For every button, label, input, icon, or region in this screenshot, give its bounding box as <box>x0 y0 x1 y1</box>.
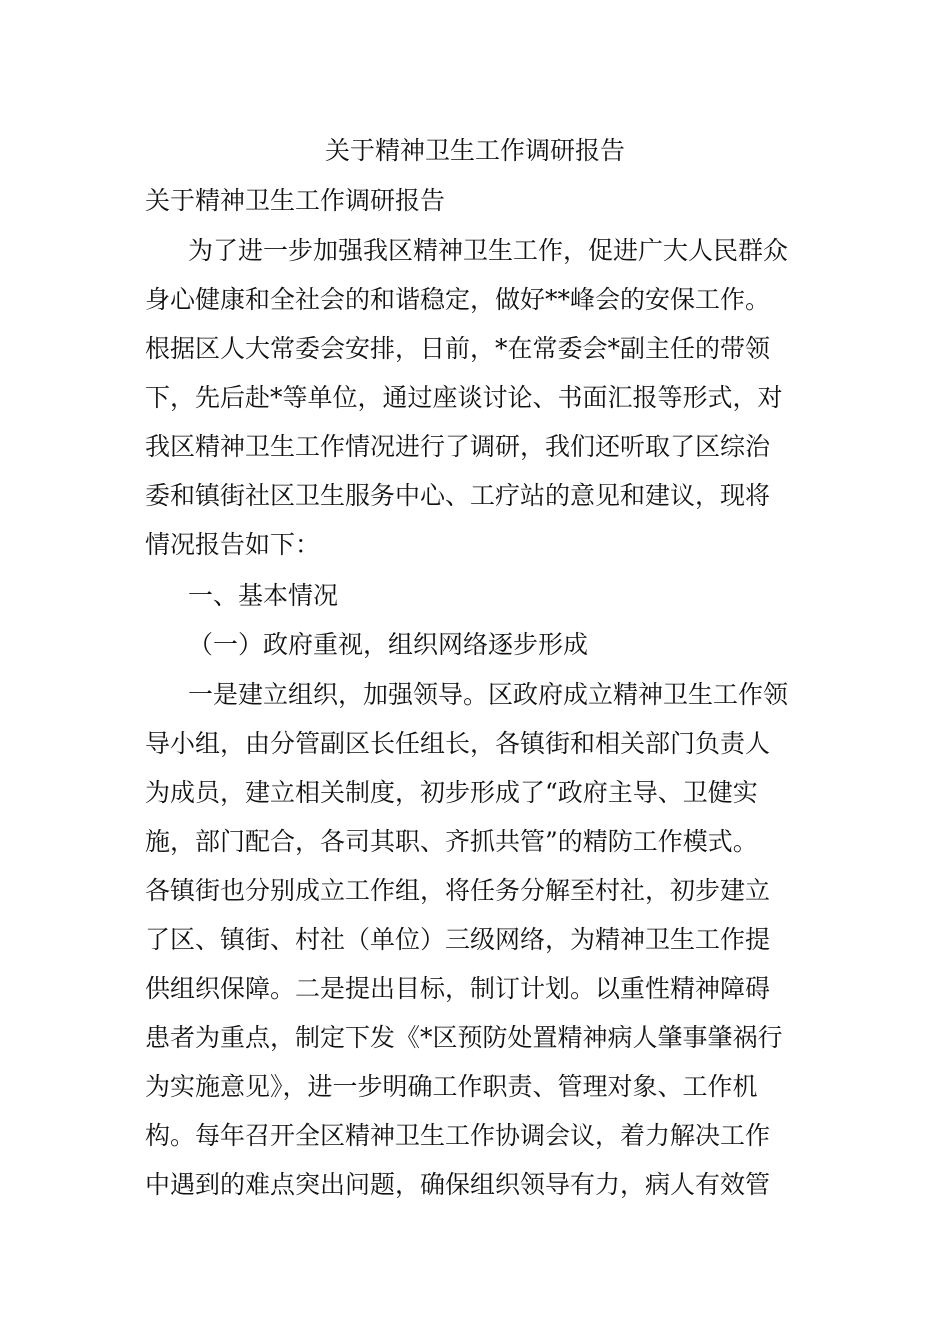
document-subtitle: 关于精神卫生工作调研报告 <box>145 186 446 215</box>
paragraph-line: 委和镇街社区卫生服务中心、工疗站的意见和建议，现将 <box>145 481 771 510</box>
paragraph-line: 了区、镇街、村社（单位）三级网络，为精神卫生工作提 <box>145 925 771 954</box>
paragraph-line: 身心健康和全社会的和谐稳定，做好**峰会的安保工作。 <box>145 285 771 314</box>
paragraph-line: 患者为重点，制定下发《*区预防处置精神病人肇事肇祸行 <box>145 1023 783 1052</box>
paragraph-line: 各镇街也分别成立工作组，将任务分解至村社，初步建立 <box>145 876 771 905</box>
paragraph-line: 中遇到的难点突出问题，确保组织领导有力，病人有效管 <box>145 1170 771 1199</box>
paragraph-line: 施，部门配合，各司其职、齐抓共管”的精防工作模式。 <box>145 827 758 856</box>
paragraph-line: 我区精神卫生工作情况进行了调研，我们还听取了区综治 <box>145 432 771 461</box>
paragraph-line: 供组织保障。二是提出目标，制订计划。以重性精神障碍 <box>145 974 771 1003</box>
paragraph-line: 根据区人大常委会安排，日前，*在常委会*副主任的带领 <box>145 334 771 363</box>
paragraph-line: 下，先后赴*等单位，通过座谈讨论、书面汇报等形式，对 <box>145 383 783 412</box>
section-heading: 一、基本情况 <box>188 581 339 610</box>
paragraph-line: 情况报告如下： <box>145 530 321 559</box>
paragraph-line: 导小组，由分管副区长任组长，各镇街和相关部门负责人 <box>145 729 771 758</box>
paragraph-line: 为实施意见》，进一步明确工作职责、管理对象、工作机 <box>145 1072 758 1101</box>
document-title: 关于精神卫生工作调研报告 <box>324 136 625 165</box>
subsection-heading: （一）政府重视，组织网络逐步形成 <box>188 630 589 659</box>
paragraph-line: 为成员，建立相关制度，初步形成了“政府主导、卫健实 <box>145 778 758 807</box>
paragraph-line: 一是建立组织，加强领导。区政府成立精神卫生工作领 <box>188 680 789 709</box>
paragraph-line: 为了进一步加强我区精神卫生工作，促进广大人民群众 <box>188 236 789 265</box>
paragraph-line: 构。每年召开全区精神卫生工作协调会议，着力解决工作 <box>145 1121 771 1150</box>
